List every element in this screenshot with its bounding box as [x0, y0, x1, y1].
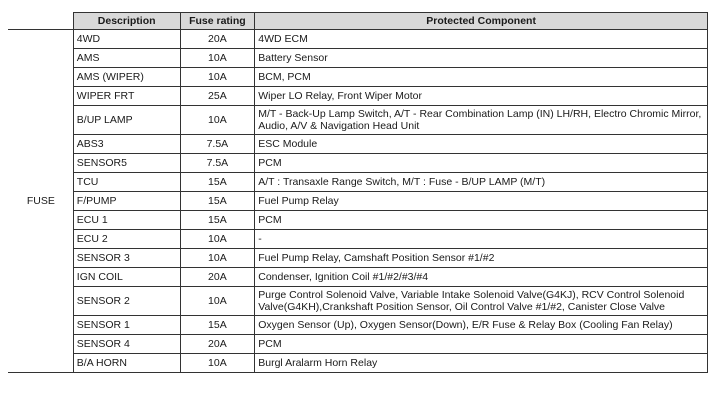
- protected-component-cell: Burgl Aralarm Horn Relay: [255, 354, 708, 373]
- protected-component-cell: Condenser, Ignition Coil #1/#2/#3/#4: [255, 268, 708, 287]
- protected-component-cell: Fuel Pump Relay, Camshaft Position Sensor #1/#2: [255, 249, 708, 268]
- protected-component-cell: Battery Sensor: [255, 49, 708, 68]
- description-cell: IGN COIL: [73, 268, 180, 287]
- protected-component-cell: PCM: [255, 335, 708, 354]
- table-row: [9, 335, 708, 354]
- fuse-rating-cell: 25A: [180, 87, 255, 106]
- header-description: Description: [73, 13, 180, 30]
- table-row: [9, 211, 708, 230]
- table-row: [9, 249, 708, 268]
- description-cell: WIPER FRT: [73, 87, 180, 106]
- table-row: [9, 287, 708, 316]
- description-cell: B/A HORN: [73, 354, 180, 373]
- fuse-rating-cell: 10A: [180, 68, 255, 87]
- table-row: [9, 87, 708, 106]
- description-cell: AMS: [73, 49, 180, 68]
- fuse-rating-cell: 15A: [180, 316, 255, 335]
- protected-component-cell: 4WD ECM: [255, 30, 708, 49]
- header-row: [9, 13, 708, 30]
- protected-component-cell: Oxygen Sensor (Up), Oxygen Sensor(Down), E/R Fuse & Relay Box (Cooling Fan Relay): [255, 316, 708, 335]
- description-cell: AMS (WIPER): [73, 68, 180, 87]
- fuse-rating-cell: 10A: [180, 230, 255, 249]
- table-row: [9, 173, 708, 192]
- table-row: [9, 49, 708, 68]
- description-cell: 4WD: [73, 30, 180, 49]
- description-cell: SENSOR 2: [73, 287, 180, 316]
- group-label-fuse: FUSE: [9, 30, 74, 373]
- table-row: [9, 316, 708, 335]
- fuse-table: [8, 12, 708, 373]
- fuse-rating-cell: 20A: [180, 30, 255, 49]
- fuse-rating-cell: 10A: [180, 49, 255, 68]
- table-row: [9, 154, 708, 173]
- fuse-rating-cell: 15A: [180, 192, 255, 211]
- description-cell: SENSOR5: [73, 154, 180, 173]
- protected-component-cell: PCM: [255, 211, 708, 230]
- fuse-rating-cell: 10A: [180, 354, 255, 373]
- description-cell: SENSOR 1: [73, 316, 180, 335]
- fuse-rating-cell: 7.5A: [180, 135, 255, 154]
- protected-component-cell: PCM: [255, 154, 708, 173]
- fuse-rating-cell: 7.5A: [180, 154, 255, 173]
- table-header: [9, 13, 708, 30]
- table-row: [9, 354, 708, 373]
- description-cell: ECU 1: [73, 211, 180, 230]
- fuse-table-container: [8, 12, 708, 373]
- protected-component-cell: BCM, PCM: [255, 68, 708, 87]
- table-row: [9, 135, 708, 154]
- description-cell: SENSOR 3: [73, 249, 180, 268]
- table-row: [9, 68, 708, 87]
- fuse-rating-cell: 10A: [180, 106, 255, 135]
- protected-component-cell: ESC Module: [255, 135, 708, 154]
- description-cell: SENSOR 4: [73, 335, 180, 354]
- protected-component-cell: A/T : Transaxle Range Switch, M/T : Fuse - B/UP LAMP (M/T): [255, 173, 708, 192]
- table-body: [9, 30, 708, 373]
- table-row: [9, 30, 708, 49]
- description-cell: ABS3: [73, 135, 180, 154]
- fuse-rating-cell: 10A: [180, 249, 255, 268]
- protected-component-cell: Purge Control Solenoid Valve, Variable Intake Solenoid Valve(G4KJ), RCV Control Solenoid Valve(G4KH),Crankshaft Position Sensor, Oil Control Valve #1/#2, Canister Close Valve: [255, 287, 708, 316]
- description-cell: ECU 2: [73, 230, 180, 249]
- table-row: [9, 230, 708, 249]
- description-cell: TCU: [73, 173, 180, 192]
- description-cell: F/PUMP: [73, 192, 180, 211]
- protected-component-cell: Wiper LO Relay, Front Wiper Motor: [255, 87, 708, 106]
- header-blank-cell: [9, 13, 74, 30]
- fuse-rating-cell: 15A: [180, 173, 255, 192]
- protected-component-cell: -: [255, 230, 708, 249]
- fuse-rating-cell: 15A: [180, 211, 255, 230]
- fuse-rating-cell: 20A: [180, 268, 255, 287]
- fuse-rating-cell: 10A: [180, 287, 255, 316]
- protected-component-cell: M/T - Back-Up Lamp Switch, A/T - Rear Combination Lamp (IN) LH/RH, Electro Chromic Mirror, Audio, A/V & Navigation Head Unit: [255, 106, 708, 135]
- header-fuse-rating: Fuse rating: [180, 13, 255, 30]
- header-protected-component: Protected Component: [255, 13, 708, 30]
- protected-component-cell: Fuel Pump Relay: [255, 192, 708, 211]
- description-cell: B/UP LAMP: [73, 106, 180, 135]
- table-row: [9, 268, 708, 287]
- fuse-rating-cell: 20A: [180, 335, 255, 354]
- table-row: [9, 106, 708, 135]
- table-row: [9, 192, 708, 211]
